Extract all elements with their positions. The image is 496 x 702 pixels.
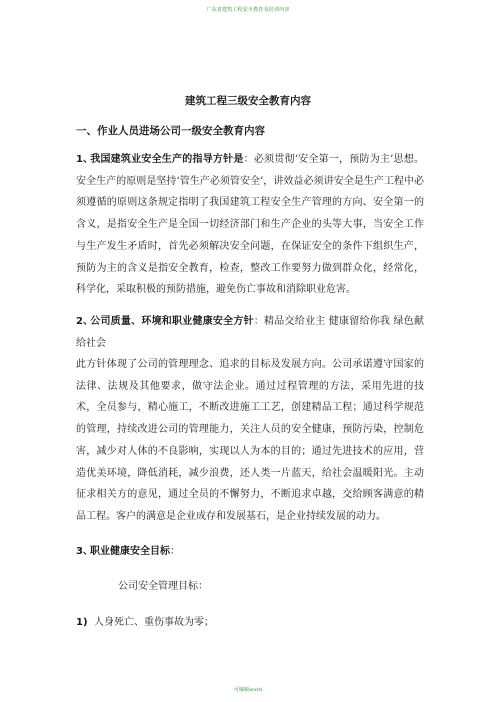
page-header: 广东省建筑工程安全教育及培训内容	[206, 7, 290, 13]
item-number: 3、	[76, 546, 93, 557]
paragraph-text: ：精品交给业主 健康留给你我 绿色献给社会	[76, 316, 425, 349]
item-number: 2、	[76, 316, 93, 327]
paragraph-guideline	[76, 149, 424, 301]
paragraph-policy	[76, 311, 424, 354]
subheading-company-goals	[118, 577, 208, 592]
subheading-label: 公司安全管理目标	[118, 581, 198, 592]
paragraph-policy-explanation: 此方针体现了公司的管理理念、追求的目标及发展方向。公司承诺遵守国家的法律、法规及其他要求，做守法企业。通过过程管理的方法，采用先进的技术，全员参与，精心施工，不断改进施工工艺，创建精品工程；通过科学规范的管理，持续改进公司的管理能力，关注人员的安全健康，预防污染，控制危害，减少对人体的不良影响，实现以人为本的目的；通过先进技术的应用，营造优美环境，降低消耗，减少浪费，还人类一片蓝天，给社会温暖阳光。主动征求相关方的意见，通过全员的不懈努力，不断追求卓越，交给顾客满意的精品工程。客户的满意是企业成存和发展基石，是企业持续发展的动力。	[76, 359, 424, 522]
paragraph-safety-goals	[76, 541, 424, 563]
label-colon: ：	[198, 581, 208, 592]
page-footer: 可编辑word	[234, 687, 262, 693]
item-number: 1、	[76, 154, 93, 165]
document-title: 建筑工程三级安全教育内容	[185, 95, 311, 107]
list-item	[76, 613, 214, 628]
paragraph-label: 职业健康安全目标	[90, 546, 170, 557]
section-heading: 一、作业人员进场公司一级安全教育内容	[76, 125, 265, 137]
paragraph-label: 我国建筑业安全生产的指导方针是	[90, 154, 244, 165]
paragraph-label: 公司质量、环境和职业健康安全方针	[90, 316, 254, 327]
label-colon: ：	[170, 546, 180, 557]
item-number: 1)	[76, 617, 88, 628]
paragraph-text: ：必须贯彻‘安全第一，预防为主’思想。安全生产的原则是坚持‘管生产必须管安全’，讲效益必须讲安全是生产工程中必须遵循的原则这条规定指明了我国建筑工程安全生产管理的方向、安全第一的含义，是指安全生产是全国一切经济部门和生产企业的头等大事，当安全工作与生产发生矛盾时，首先必须解决安全问题，在保证安全的条件下组织生产，预防为主的含义是指安全教育，检查，整改工作要努力做到群众化，经常化，科学化，采取积极的预防措施，避免伤亡事故和消除职业危害。	[76, 154, 425, 296]
list-item-text: 人身死亡、重伤事故为零；	[94, 617, 214, 628]
